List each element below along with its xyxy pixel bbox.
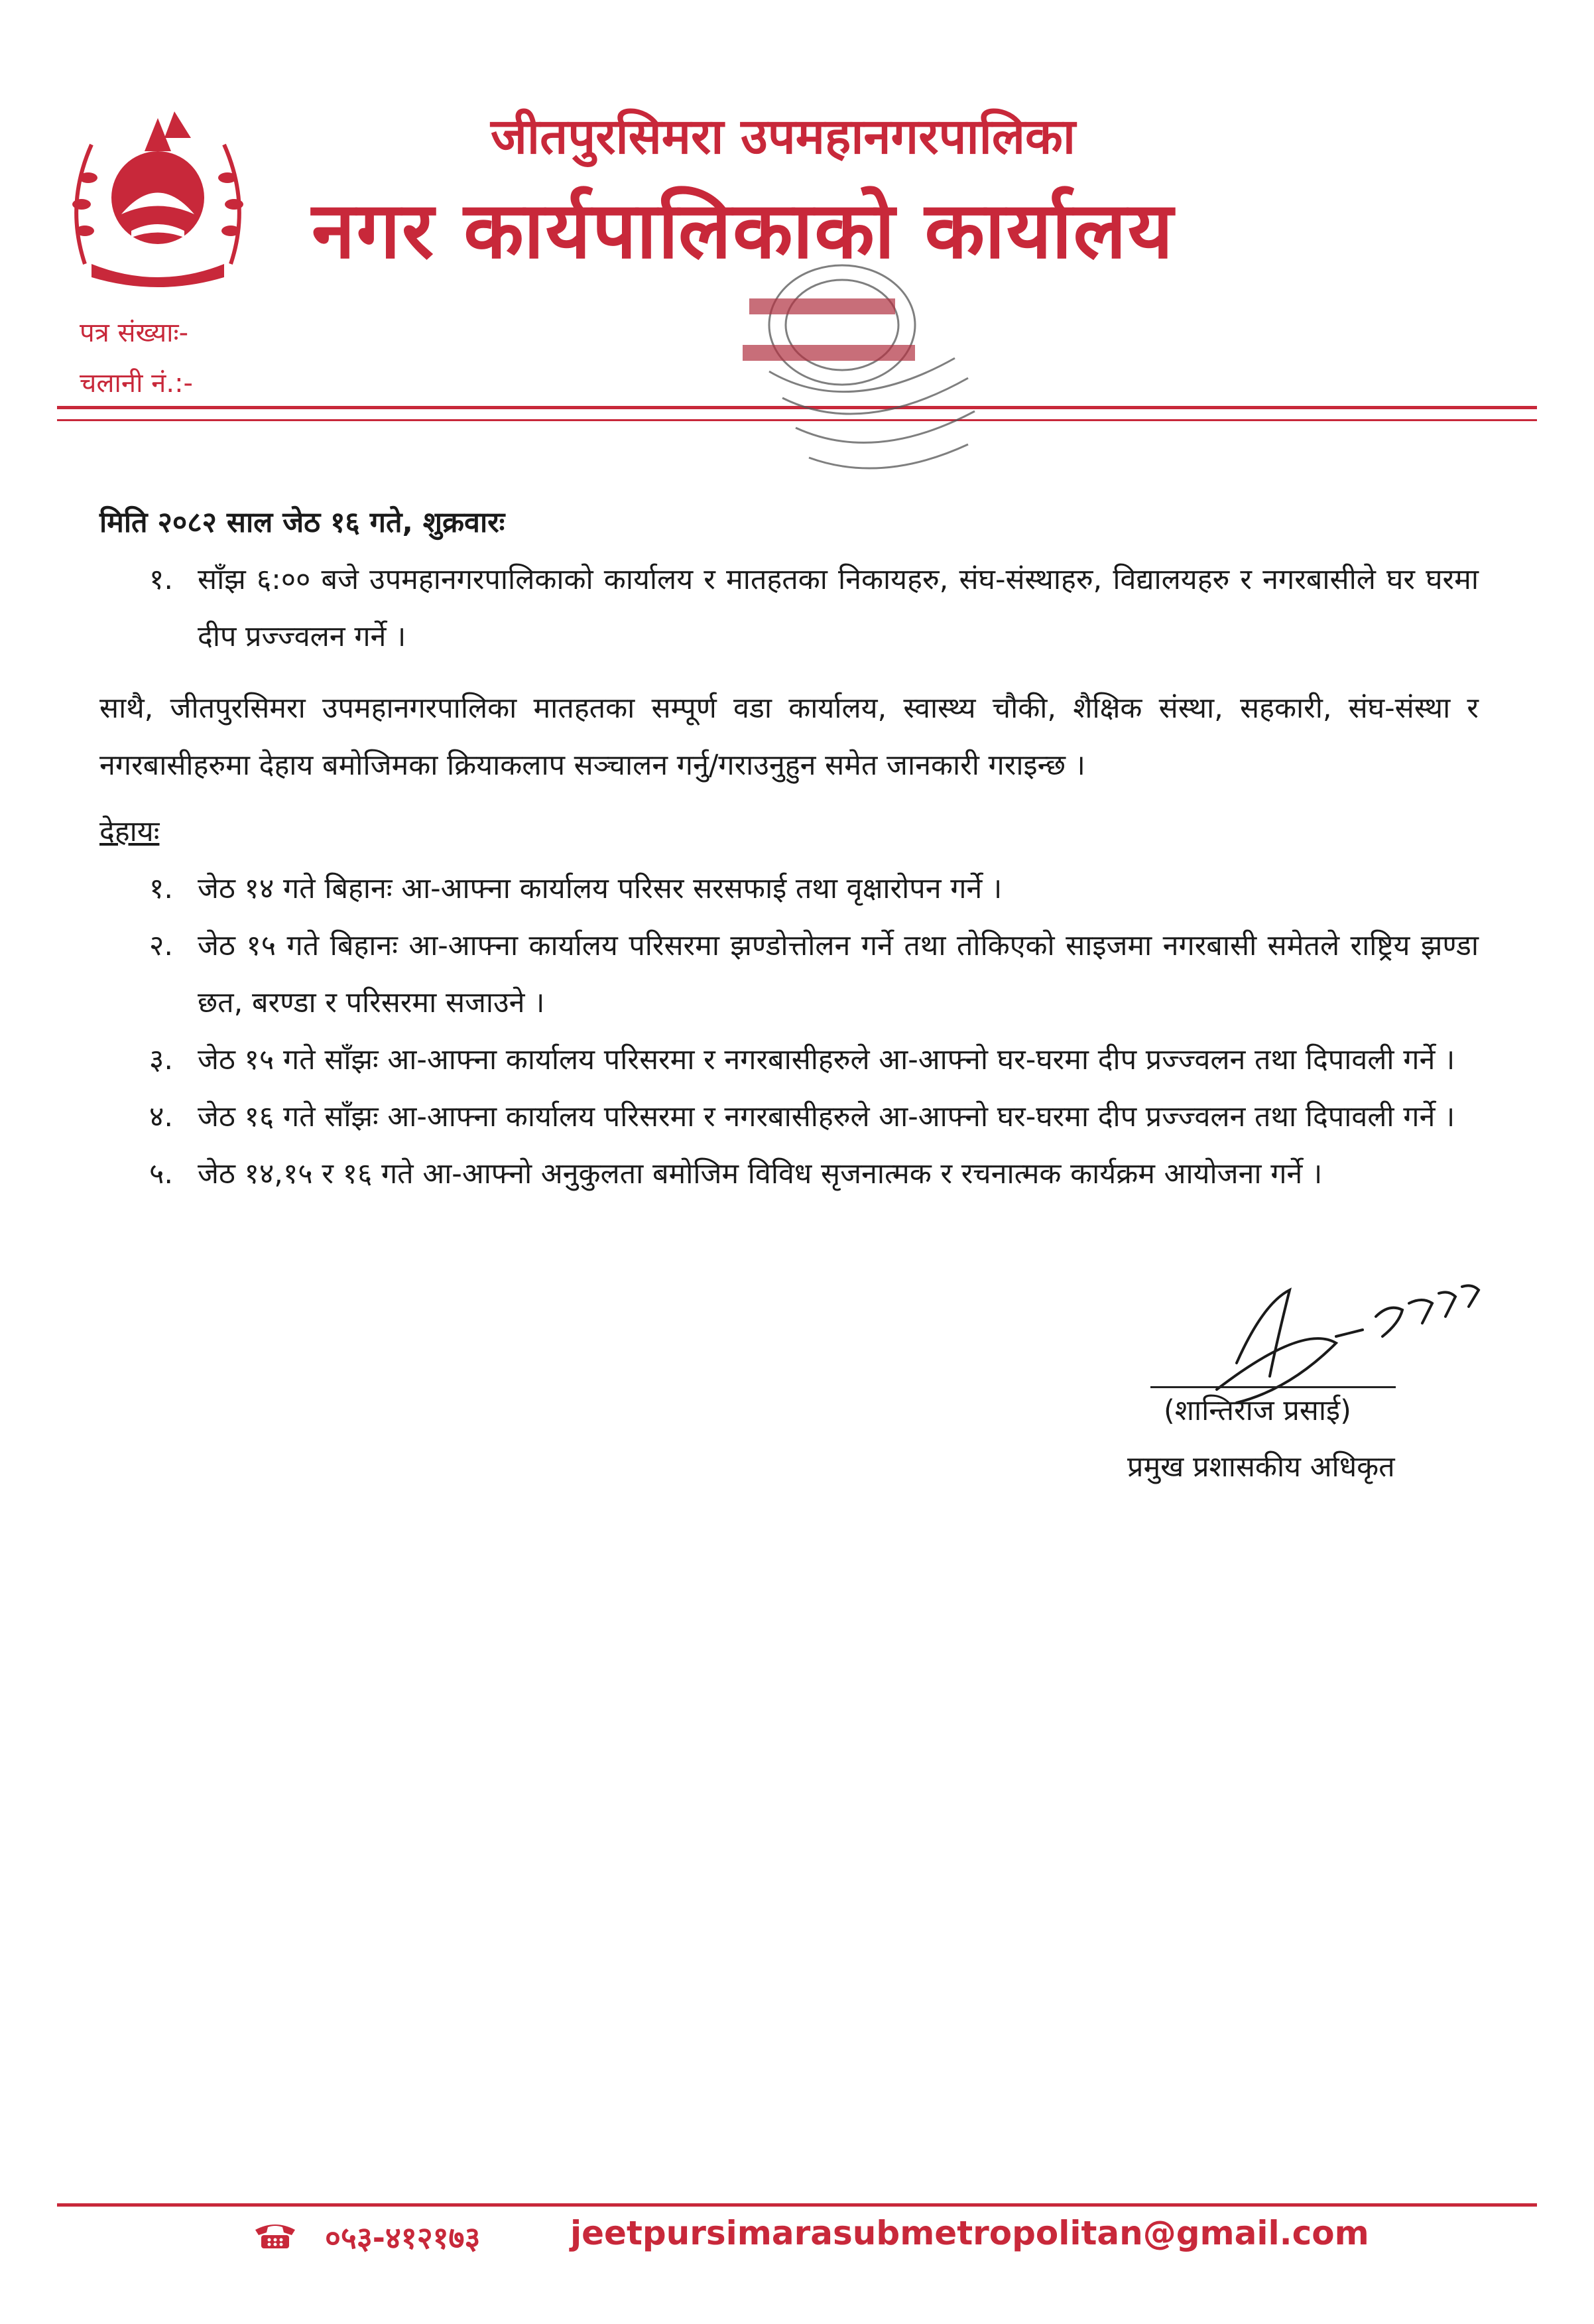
item-text: जेठ १५ गते बिहानः आ-आफ्ना कार्यालय परिसरमा झण्डोत्तोलन गर्ने तथा तोकिएको साइजमा नगरबासी समेतले राष्ट्रिय झण्डा छत, बरण्डा र परिसरमा सजाउने । [198, 929, 1479, 1019]
item-text: जेठ १५ गते साँझः आ-आफ्ना कार्यालय परिसरमा र नगरबासीहरुले आ-आफ्नो घर-घरमा दीप प्रज्ज्वलन तथा दिपावली गर्ने । [198, 1043, 1455, 1076]
item-text: जेठ १४,१५ र १६ गते आ-आफ्नो अनुकुलता बमोजिम विविध सृजनात्मक र रचनात्मक कार्यक्रम आयोजना गर्ने । [198, 1157, 1323, 1191]
item-number: १. [149, 872, 174, 905]
nepal-emblem-icon [58, 98, 257, 297]
signature-line [1150, 1386, 1396, 1388]
footer-divider [57, 2203, 1537, 2207]
list-item [99, 917, 1479, 1031]
item-number: १. [149, 563, 174, 596]
footer-email[interactable]: jeetpursimarasubmetropolitan@gmail.com [570, 2214, 1369, 2252]
item-text: जेठ १४ गते बिहानः आ-आफ्ना कार्यालय परिसर सरसफाई तथा वृक्षारोपन गर्ने । [198, 872, 1003, 905]
signatory-designation: प्रमुख प्रशासकीय अधिकृत [1127, 1451, 1395, 1484]
item-text: साँझ ६:०० बजे उपमहानगरपालिकाको कार्यालय र मातहतका निकायहरु, संघ-संस्थाहरु, विद्यालयहरु र नगरबासीले घर घरमा दीप प्रज्ज्वलन गर्ने । [198, 563, 1479, 653]
dehaya-list [99, 860, 1479, 1202]
date-line: मिति २०८२ साल जेठ १६ गते, शुक्रवारः [99, 506, 505, 539]
letter-body [99, 494, 1479, 1202]
list-item [99, 1088, 1479, 1145]
list-item [99, 551, 1479, 665]
signatory-name: (शान्तिराज प्रसाई) [1164, 1394, 1351, 1427]
item-number: ३. [149, 1043, 174, 1076]
phone-number: ०५३-४१२१७३ [325, 2220, 481, 2256]
footer-phone [252, 2217, 480, 2258]
list-item [99, 1145, 1479, 1202]
municipality-title: जीतपुरसिमरा उपमहानगरपालिका [491, 108, 1076, 165]
dispatch-number-label: चलानी नं.:- [80, 368, 193, 399]
list-item [99, 860, 1479, 917]
dehaya-label: देहायः [99, 815, 160, 848]
office-seal-icon [690, 245, 1008, 497]
item-number: ४. [149, 1100, 174, 1133]
office-title: नगर कार्यपालिकाको कार्यालय [312, 184, 1175, 276]
letter-number-label: पत्र संख्याः- [80, 318, 189, 348]
item-number: ५. [149, 1157, 174, 1191]
body-paragraph: साथै, जीतपुरसिमरा उपमहानगरपालिका मातहतका सम्पूर्ण वडा कार्यालय, स्वास्थ्य चौकी, शैक्षिक संस्था, सहकारी, संघ-संस्था र नगरबासीहरुमा देहाय बमोजिमका क्रियाकलाप सञ्चालन गर्नु/गराउनुहुन समेत जानकारी गराइन्छ । [99, 692, 1479, 782]
item-text: जेठ १६ गते साँझः आ-आफ्ना कार्यालय परिसरमा र नगरबासीहरुले आ-आफ्नो घर-घरमा दीप प्रज्ज्वलन तथा दिपावली गर्ने । [198, 1100, 1455, 1133]
list-item [99, 1031, 1479, 1088]
item-number: २. [149, 929, 174, 962]
